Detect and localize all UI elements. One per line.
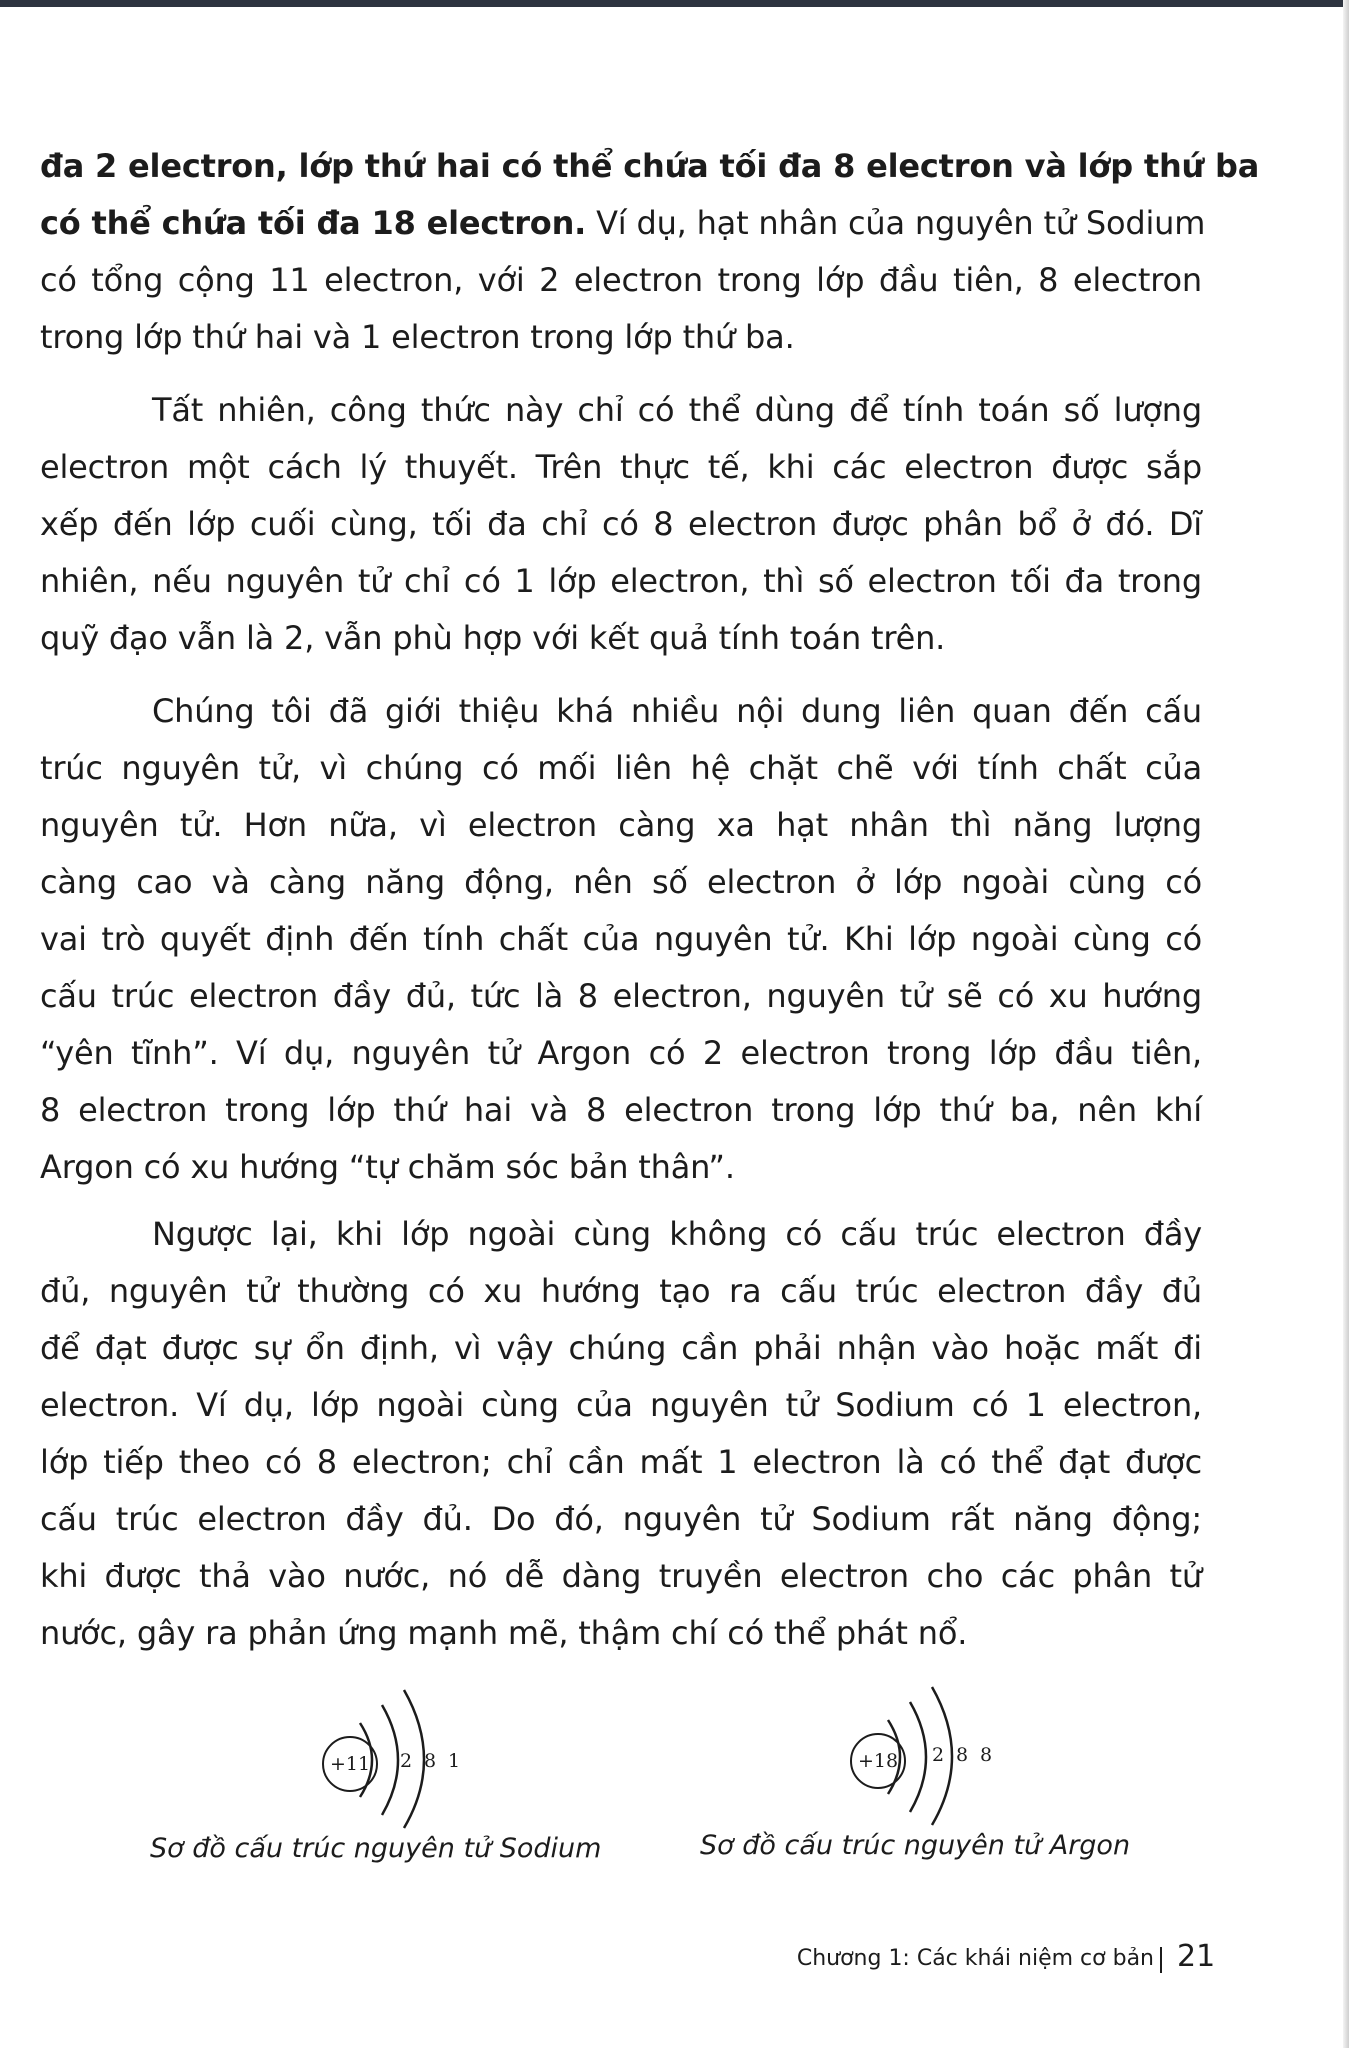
text-phrase: Ví dụ, hạt nhân của nguyên tử Sodium	[586, 204, 1206, 242]
text-line: nước, gây ra phản ứng mạnh mẽ, thậm chí có thể phát nổ.	[40, 1614, 968, 1652]
text-line: cấu trúc electron đầy đủ. Do đó, nguyên tử Sodium rất năng động;	[40, 1500, 1202, 1538]
nucleus: +11	[322, 1736, 378, 1792]
running-footer-chapter: Chương 1: Các khái niệm cơ bản	[796, 1946, 1154, 1971]
sodium-diagram-caption: Sơ đồ cấu trúc nguyên tử Sodium	[150, 1833, 602, 1864]
footer-separator	[1160, 1947, 1162, 1973]
page-number: 21	[1177, 1939, 1216, 1974]
paragraph-1	[40, 138, 1260, 366]
text-line: vai trò quyết định đến tính chất của nguyên tử. Khi lớp ngoài cùng có	[40, 920, 1202, 958]
argon-diagram-caption: Sơ đồ cấu trúc nguyên tử Argon	[700, 1830, 1131, 1861]
nucleus: +18	[850, 1733, 906, 1789]
text-line: xếp đến lớp cuối cùng, tối đa chỉ có 8 electron được phân bổ ở đó. Dĩ	[40, 505, 1202, 543]
shell-count: 8	[980, 1744, 993, 1766]
paragraph-gap	[40, 667, 1202, 683]
text-line: càng cao và càng năng động, nên số electron ở lớp ngoài cùng có	[40, 863, 1202, 901]
shell-count: 2	[400, 1750, 413, 1772]
text-line: để đạt được sự ổn định, vì vậy chúng cần phải nhận vào hoặc mất đi	[40, 1329, 1202, 1367]
text-line: cấu trúc electron đầy đủ, tức là 8 electron, nguyên tử sẽ có xu hướng	[40, 977, 1202, 1015]
text-line: đủ, nguyên tử thường có xu hướng tạo ra cấu trúc electron đầy đủ	[40, 1272, 1202, 1310]
text-line: khi được thả vào nước, nó dễ dàng truyền electron cho các phân tử	[40, 1557, 1202, 1595]
paragraph-gap	[40, 1196, 1202, 1206]
page-right-edge	[1343, 0, 1349, 2048]
shell-count: 8	[956, 1744, 969, 1766]
text-line: Chúng tôi đã giới thiệu khá nhiều nội dung liên quan đến cấu	[152, 692, 1202, 730]
text-line: nguyên tử. Hơn nữa, vì electron càng xa hạt nhân thì năng lượng	[40, 806, 1202, 844]
argon-atom-diagram	[848, 1677, 998, 1827]
text-line: electron một cách lý thuyết. Trên thực tế, khi các electron được sắp	[40, 448, 1202, 486]
text-line: 8 electron trong lớp thứ hai và 8 electron trong lớp thứ ba, nên khí	[40, 1091, 1202, 1129]
shell-count: 2	[932, 1744, 945, 1766]
text-line: electron. Ví dụ, lớp ngoài cùng của nguyên tử Sodium có 1 electron,	[40, 1386, 1202, 1424]
paragraph-3	[40, 683, 1202, 1196]
text-line: quỹ đạo vẫn là 2, vẫn phù hợp với kết quả tính toán trên.	[40, 619, 946, 657]
text-line: lớp tiếp theo có 8 electron; chỉ cần mất 1 electron là có thể đạt được	[40, 1443, 1202, 1481]
text-line: “yên tĩnh”. Ví dụ, nguyên tử Argon có 2 electron trong lớp đầu tiên,	[40, 1034, 1202, 1072]
page-top-edge	[0, 0, 1349, 7]
shell-count: 1	[448, 1750, 461, 1772]
text-line: trúc nguyên tử, vì chúng có mối liên hệ chặt chẽ với tính chất của	[40, 749, 1202, 787]
text-line: trong lớp thứ hai và 1 electron trong lớp thứ ba.	[40, 318, 795, 356]
text-line: Argon có xu hướng “tự chăm sóc bản thân”.	[40, 1148, 735, 1186]
body-text	[40, 138, 1260, 1662]
text-line: có tổng cộng 11 electron, với 2 electron trong lớp đầu tiên, 8 electron	[40, 261, 1202, 299]
bold-phrase: có thể chứa tối đa 18 electron.	[40, 204, 587, 242]
sodium-atom-diagram	[320, 1680, 470, 1830]
paragraph-4	[40, 1206, 1202, 1662]
paragraph-2	[40, 382, 1202, 667]
text-line: đa 2 electron, lớp thứ hai có thể chứa tối đa 8 electron và lớp thứ ba	[40, 147, 1260, 185]
text-line: Ngược lại, khi lớp ngoài cùng không có cấu trúc electron đầy	[152, 1215, 1202, 1253]
text-line	[40, 195, 1206, 252]
text-line: Tất nhiên, công thức này chỉ có thể dùng để tính toán số lượng	[152, 391, 1202, 429]
text-line: nhiên, nếu nguyên tử chỉ có 1 lớp electron, thì số electron tối đa trong	[40, 562, 1202, 600]
paragraph-gap	[40, 366, 1202, 382]
shell-count: 8	[424, 1750, 437, 1772]
